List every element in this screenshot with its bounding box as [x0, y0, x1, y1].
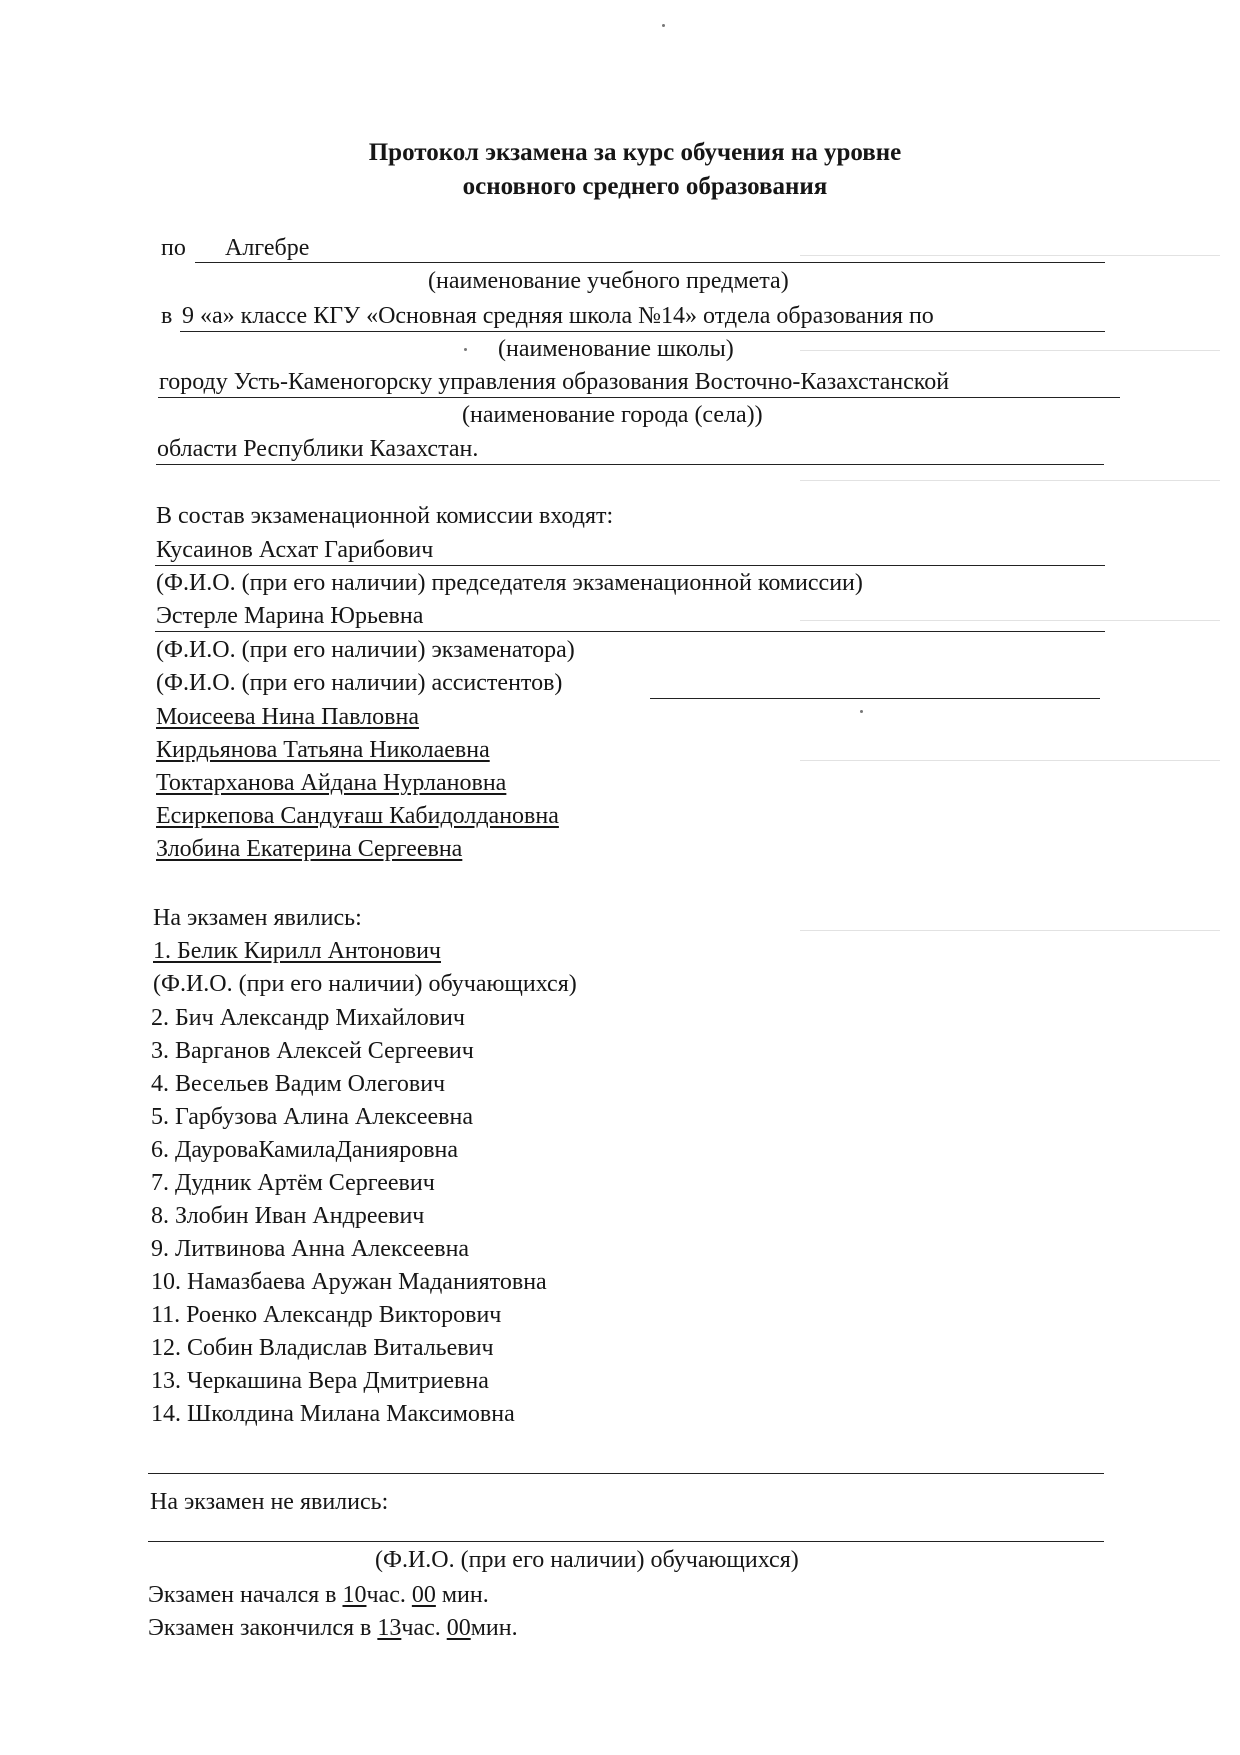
student-list-item: 2. Бич Александр Михайлович: [151, 1005, 465, 1031]
end-prefix: Экзамен закончился в: [148, 1615, 378, 1641]
start-minutes-label: мин.: [435, 1582, 489, 1608]
school-underline: [180, 331, 1105, 332]
subject-underline: [195, 262, 1105, 263]
end-hour-label: час.: [401, 1615, 447, 1641]
student-list-item: 13. Черкашина Вера Дмитриевна: [151, 1368, 489, 1394]
exam-end-time: [148, 1613, 518, 1643]
separator-line: [148, 1473, 1104, 1474]
student-list-item: 14. Школдина Милана Максимовна: [151, 1401, 515, 1427]
bleed-line: [800, 760, 1220, 761]
absent-heading: На экзамен не явились:: [150, 1489, 389, 1515]
assistant-name: Есиркепова Сандуғаш Кабидолдановна: [156, 803, 559, 829]
chair-caption: (Ф.И.О. (при его наличии) председателя экзаменационной комиссии): [156, 570, 863, 596]
school-caption: (наименование школы): [498, 336, 734, 362]
student-list-item: 5. Гарбузова Алина Алексеевна: [151, 1104, 473, 1130]
school-prefix: в: [161, 303, 173, 329]
bleed-line: [800, 480, 1220, 481]
absent-underline: [148, 1541, 1104, 1542]
examiner-underline: [155, 631, 1105, 632]
start-hour-label: час.: [366, 1582, 412, 1608]
start-hour: 10: [342, 1582, 367, 1608]
student-list-item: 9. Литвинова Анна Алексеевна: [151, 1236, 470, 1262]
region-underline: [156, 464, 1104, 465]
student-first: 1. Белик Кирилл Антонович: [153, 938, 441, 964]
bleed-line: [800, 255, 1220, 256]
student-list-item: 7. Дудник Артём Сергеевич: [151, 1170, 435, 1196]
start-prefix: Экзамен начался в: [148, 1582, 343, 1608]
subject-caption: (наименование учебного предмета): [428, 268, 789, 294]
student-list-item: 4. Весельев Вадим Олегович: [151, 1071, 446, 1097]
attended-heading: На экзамен явились:: [153, 905, 362, 931]
school-value: 9 «а» классе КГУ «Основная средняя школа №14» отдела образования по: [182, 303, 934, 329]
absent-caption: (Ф.И.О. (при его наличии) обучающихся): [375, 1547, 799, 1573]
examiner-caption: (Ф.И.О. (при его наличии) экзаменатора): [156, 637, 575, 663]
bleed-line: [800, 930, 1220, 931]
assistant-name: Токтарханова Айдана Нурлановна: [156, 770, 507, 796]
subject-prefix: по: [161, 235, 186, 261]
end-minutes-label: мин.: [470, 1615, 518, 1641]
start-minutes: 00: [411, 1582, 436, 1608]
document-title-line-1: Протокол экзамена за курс обучения на уровне: [368, 139, 902, 166]
exam-start-time: [148, 1580, 489, 1610]
scan-speck: [662, 24, 665, 27]
city-caption: (наименование города (села)): [462, 402, 763, 428]
end-hour: 13: [377, 1615, 402, 1641]
student-list-item: 8. Злобин Иван Андреевич: [151, 1203, 425, 1229]
city-underline: [158, 397, 1120, 398]
assistants-caption: (Ф.И.О. (при его наличии) ассистентов): [156, 670, 563, 696]
assistant-name: Злобина Екатерина Сергеевна: [156, 836, 463, 862]
examiner-name: Эстерле Марина Юрьевна: [156, 603, 424, 629]
bleed-line: [800, 620, 1220, 621]
region-value: области Республики Казахстан.: [157, 436, 479, 462]
commission-heading: В состав экзаменационной комиссии входят:: [156, 503, 614, 529]
city-value: городу Усть-Каменогорску управления образования Восточно-Казахстанской: [159, 369, 950, 395]
student-list-item: 10. Намазбаева Аружан Маданиятовна: [151, 1269, 547, 1295]
subject-value: Алгебре: [225, 235, 310, 261]
bleed-line: [800, 350, 1220, 351]
chair-underline: [155, 565, 1105, 566]
scan-speck: [860, 710, 863, 713]
student-list-item: 11. Роенко Александр Викторович: [151, 1302, 502, 1328]
end-minutes: 00: [446, 1615, 471, 1641]
document-title-line-2: основного среднего образования: [462, 173, 828, 200]
student-list-item: 6. ДауроваКамилаДанияровна: [151, 1137, 459, 1163]
students-caption: (Ф.И.О. (при его наличии) обучающихся): [153, 971, 577, 997]
student-list-item: 3. Варганов Алексей Сергеевич: [151, 1038, 474, 1064]
assistants-underline: [650, 698, 1100, 699]
assistant-name: Моисеева Нина Павловна: [156, 704, 419, 730]
chair-name: Кусаинов Асхат Гарибович: [156, 537, 434, 563]
scan-speck: [464, 348, 467, 351]
student-list-item: 12. Собин Владислав Витальевич: [151, 1335, 494, 1361]
assistant-name: Кирдьянова Татьяна Николаевна: [156, 737, 490, 763]
